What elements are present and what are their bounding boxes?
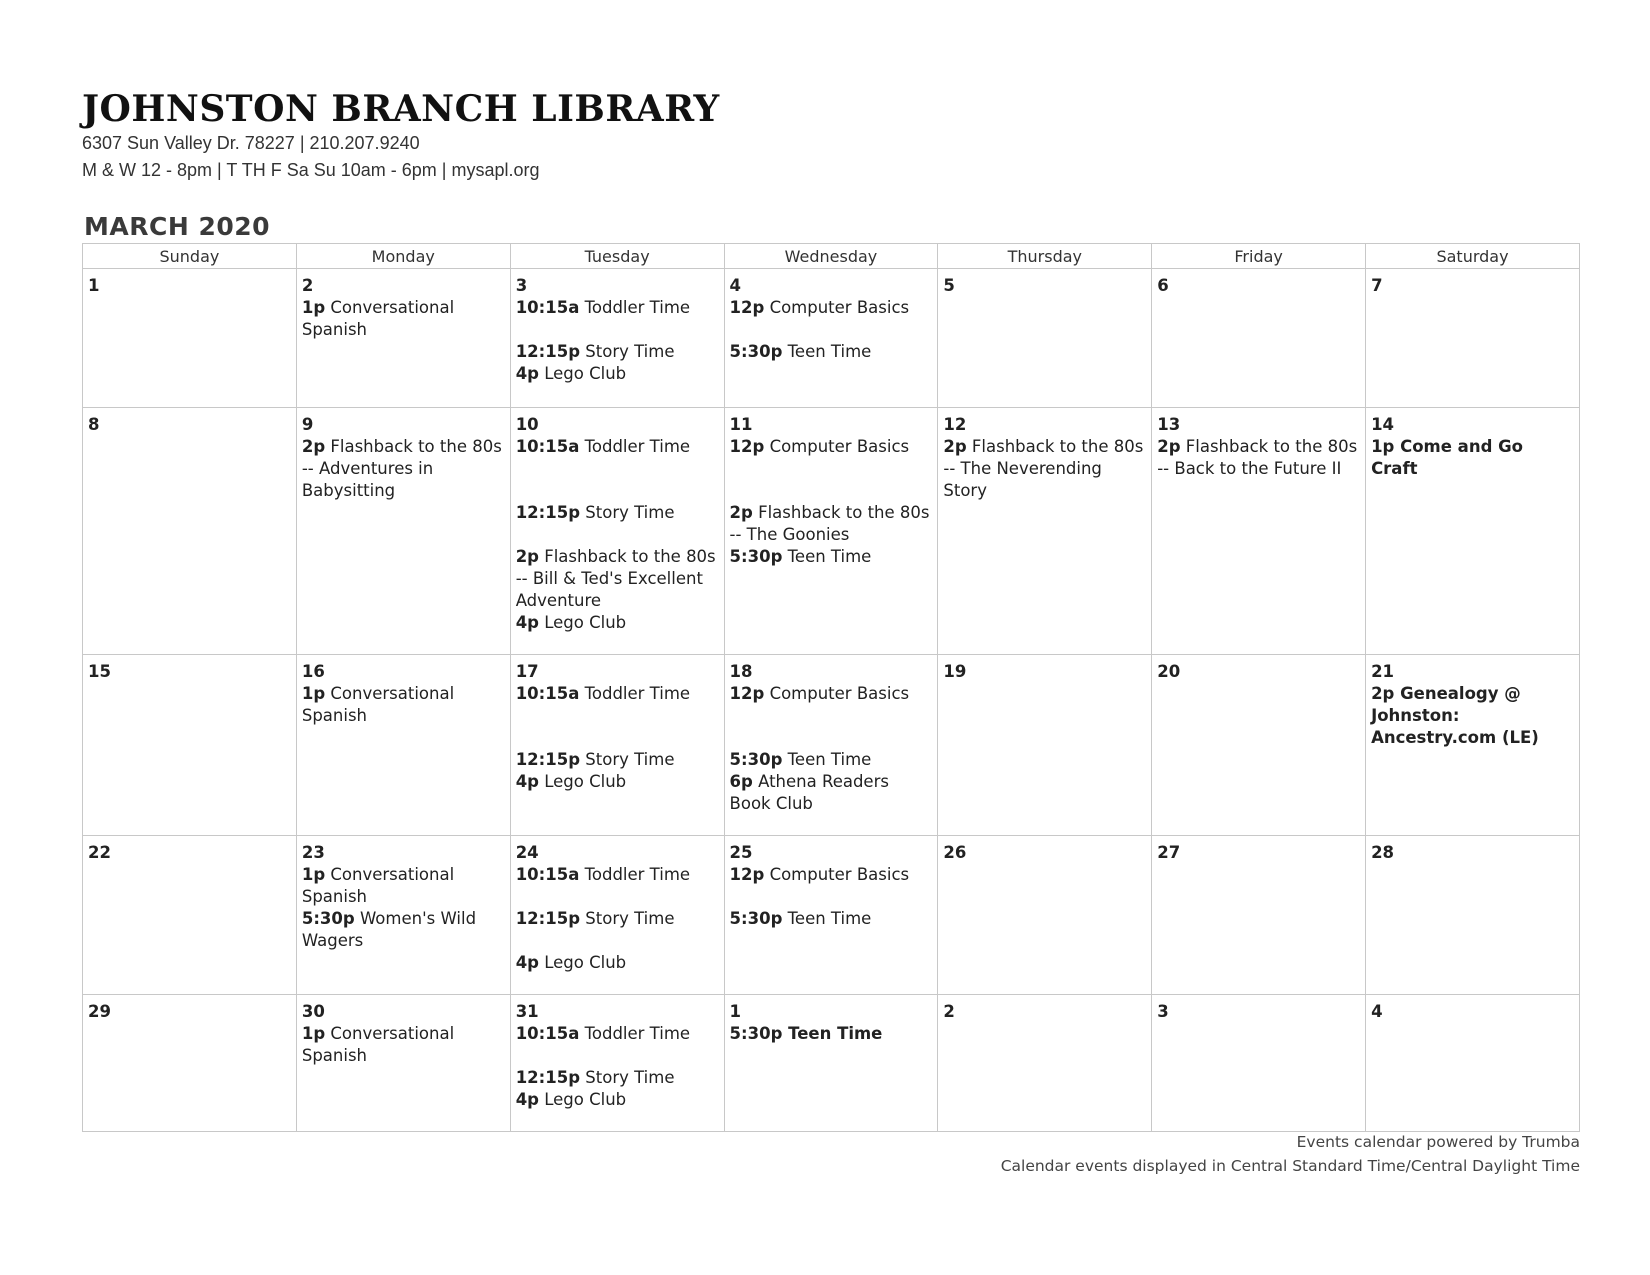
event-title: Teen Time — [787, 750, 872, 769]
day-number: 18 — [729, 662, 753, 681]
powered-by-note: Events calendar powered by Trumba — [1296, 1133, 1580, 1151]
day-number: 1 — [88, 276, 100, 295]
event-title: Story Time — [585, 503, 675, 522]
event-item[interactable] — [730, 502, 933, 546]
day-number: 24 — [515, 843, 539, 862]
day-number: 16 — [301, 662, 325, 681]
event-item[interactable] — [730, 771, 933, 815]
weekday-sunday: Sunday — [83, 244, 297, 269]
event-title: Toddler Time — [584, 1024, 691, 1043]
day-cell — [83, 655, 297, 836]
library-header — [82, 88, 720, 184]
event-item[interactable] — [302, 297, 505, 341]
event-title: Conversational Spanish — [301, 865, 455, 906]
day-number: 7 — [1371, 276, 1383, 295]
day-number: 20 — [1157, 662, 1181, 681]
day-cell — [83, 408, 297, 655]
day-number: 23 — [301, 843, 325, 862]
event-item[interactable] — [302, 683, 505, 727]
event-time: 4p — [515, 613, 539, 632]
day-cell — [510, 655, 724, 836]
event-title: Lego Club — [544, 772, 627, 791]
day-number: 28 — [1371, 843, 1395, 862]
event-title: Lego Club — [544, 1090, 627, 1109]
day-cell — [296, 408, 510, 655]
day-cell — [1152, 269, 1366, 408]
event-title: Computer Basics — [769, 298, 910, 317]
day-cell — [1366, 995, 1580, 1132]
event-time: 4p — [515, 953, 539, 972]
event-title: Story Time — [585, 1068, 675, 1087]
event-title: Computer Basics — [769, 684, 910, 703]
day-cell — [938, 655, 1152, 836]
day-cell — [83, 269, 297, 408]
event-item[interactable] — [302, 908, 505, 952]
event-time: 5:30p — [729, 750, 783, 769]
day-cell — [510, 836, 724, 995]
event-time: 10:15a — [515, 865, 580, 884]
day-cell — [724, 269, 938, 408]
event-time: 1p — [301, 1024, 326, 1043]
event-title: Women's Wild Wagers — [301, 909, 477, 950]
event-title: Teen Time — [787, 342, 872, 361]
event-title: Flashback to the 80s -- The Neverending Story — [943, 437, 1144, 500]
event-time: 5:30p — [729, 1024, 783, 1043]
day-cell — [724, 408, 938, 655]
weekday-wednesday: Wednesday — [724, 244, 938, 269]
day-cell — [1366, 836, 1580, 995]
event-time: 2p — [729, 503, 753, 522]
event-time: 12p — [729, 684, 765, 703]
event-time: 5:30p — [729, 342, 783, 361]
event-item[interactable] — [516, 952, 719, 974]
event-item[interactable] — [730, 436, 933, 458]
day-cell — [938, 408, 1152, 655]
event-item[interactable] — [1371, 436, 1574, 480]
event-time: 10:15a — [515, 1024, 580, 1043]
day-cell — [1152, 995, 1366, 1132]
day-number: 2 — [301, 276, 314, 295]
event-title: Toddler Time — [584, 865, 691, 884]
day-number: 27 — [1157, 843, 1181, 862]
event-item[interactable] — [730, 683, 933, 705]
event-title: Toddler Time — [584, 684, 691, 703]
event-title: Teen Time — [787, 909, 872, 928]
event-item[interactable] — [1371, 683, 1574, 749]
day-number: 1 — [729, 1002, 742, 1021]
calendar-grid — [82, 243, 1580, 1132]
event-item[interactable] — [516, 297, 719, 319]
weekday-tuesday: Tuesday — [510, 244, 724, 269]
day-cell — [1152, 655, 1366, 836]
event-item[interactable] — [516, 1067, 719, 1089]
event-item[interactable] — [516, 908, 719, 930]
event-time: 10:15a — [515, 298, 580, 317]
timezone-note: Calendar events displayed in Central Standard Time/Central Daylight Time — [1000, 1157, 1580, 1175]
day-number: 12 — [943, 415, 967, 434]
day-cell — [1366, 408, 1580, 655]
day-number: 2 — [943, 1002, 955, 1021]
event-title: Conversational Spanish — [301, 298, 455, 339]
event-item[interactable] — [516, 1089, 719, 1111]
day-cell — [296, 995, 510, 1132]
event-title: Toddler Time — [584, 437, 691, 456]
event-time: 12:15p — [515, 909, 581, 928]
day-number: 15 — [88, 662, 111, 681]
event-time: 2p — [515, 547, 539, 566]
week-row — [83, 269, 1580, 408]
day-cell — [296, 836, 510, 995]
day-number: 13 — [1157, 415, 1181, 434]
event-time: 5:30p — [301, 909, 355, 928]
event-title: Come and Go Craft — [1371, 437, 1523, 478]
event-item[interactable] — [516, 436, 719, 458]
event-item[interactable] — [516, 683, 719, 705]
event-item[interactable] — [730, 908, 933, 930]
event-time: 12:15p — [515, 503, 581, 522]
event-item[interactable] — [730, 341, 933, 363]
month-title: MARCH 2020 — [84, 212, 271, 241]
event-time: 12p — [729, 298, 765, 317]
event-time: 12:15p — [515, 750, 581, 769]
day-number: 14 — [1371, 415, 1395, 434]
event-title: Teen Time — [788, 1024, 883, 1043]
day-cell — [1152, 408, 1366, 655]
event-item[interactable] — [516, 546, 719, 612]
day-cell — [938, 269, 1152, 408]
event-item[interactable] — [516, 749, 719, 771]
day-cell — [1152, 836, 1366, 995]
day-cell — [296, 655, 510, 836]
event-item[interactable] — [516, 363, 719, 385]
event-time: 2p — [943, 437, 967, 456]
event-time: 1p — [301, 298, 326, 317]
event-time: 1p — [1371, 437, 1395, 456]
event-time: 5:30p — [729, 547, 783, 566]
day-cell — [510, 995, 724, 1132]
event-item[interactable] — [516, 864, 719, 886]
calendar-footer — [1001, 1130, 1580, 1178]
event-title: Conversational Spanish — [301, 1024, 455, 1065]
event-title: Computer Basics — [769, 437, 910, 456]
event-title: Conversational Spanish — [301, 684, 455, 725]
day-number: 29 — [88, 1002, 111, 1021]
event-time: 2p — [301, 437, 326, 456]
day-cell — [83, 995, 297, 1132]
event-title: Flashback to the 80s -- Adventures in Babysitting — [301, 437, 502, 500]
day-number: 22 — [88, 843, 111, 862]
day-number: 17 — [515, 662, 539, 681]
event-title: Story Time — [585, 909, 675, 928]
event-title: Story Time — [585, 342, 675, 361]
event-title: Lego Club — [544, 613, 627, 632]
day-cell — [1366, 655, 1580, 836]
event-time: 12p — [729, 865, 765, 884]
event-time: 4p — [515, 772, 539, 791]
event-time: 1p — [301, 865, 326, 884]
day-number: 21 — [1371, 662, 1395, 681]
day-number: 8 — [88, 415, 100, 434]
day-cell — [296, 269, 510, 408]
event-title: Genealogy @ Johnston: Ancestry.com (LE) — [1371, 684, 1539, 747]
event-item[interactable] — [730, 297, 933, 319]
event-time: 10:15a — [515, 684, 580, 703]
week-row — [83, 408, 1580, 655]
week-row — [83, 655, 1580, 836]
day-number: 30 — [301, 1002, 325, 1021]
day-number: 11 — [729, 415, 753, 434]
event-title: Flashback to the 80s -- Bill & Ted's Excellent Adventure — [515, 547, 716, 610]
event-title: Athena Readers Book Club — [729, 772, 889, 813]
event-item[interactable] — [730, 749, 933, 771]
day-cell — [938, 836, 1152, 995]
event-item[interactable] — [516, 502, 719, 524]
event-title: Flashback to the 80s -- Back to the Future II — [1157, 437, 1358, 478]
event-title: Story Time — [585, 750, 675, 769]
event-item[interactable] — [516, 341, 719, 363]
event-time: 4p — [515, 1090, 539, 1109]
day-cell — [724, 836, 938, 995]
library-name: JOHNSTON BRANCH LIBRARY — [82, 88, 720, 130]
event-title: Computer Basics — [769, 865, 910, 884]
day-cell — [510, 269, 724, 408]
week-row — [83, 836, 1580, 995]
day-cell — [510, 408, 724, 655]
event-time: 2p — [1371, 684, 1395, 703]
event-item[interactable] — [943, 436, 1146, 502]
event-item[interactable] — [516, 1023, 719, 1045]
event-item[interactable] — [730, 546, 933, 568]
day-number: 25 — [729, 843, 753, 862]
weekday-header-row — [83, 244, 1580, 269]
event-time: 12:15p — [515, 1068, 581, 1087]
day-cell — [724, 995, 938, 1132]
event-item[interactable] — [302, 864, 505, 908]
event-time: 10:15a — [515, 437, 580, 456]
day-number: 4 — [729, 276, 742, 295]
event-time: 2p — [1157, 437, 1181, 456]
weekday-thursday: Thursday — [938, 244, 1152, 269]
day-number: 19 — [943, 662, 967, 681]
event-title: Teen Time — [787, 547, 872, 566]
event-title: Toddler Time — [584, 298, 691, 317]
event-item[interactable] — [730, 1023, 933, 1045]
event-item[interactable] — [516, 612, 719, 634]
day-number: 3 — [515, 276, 528, 295]
event-item[interactable] — [516, 771, 719, 793]
event-item[interactable] — [1157, 436, 1360, 480]
event-title: Flashback to the 80s -- The Goonies — [729, 503, 930, 544]
event-time: 5:30p — [729, 909, 783, 928]
weekday-monday: Monday — [296, 244, 510, 269]
weekday-saturday: Saturday — [1366, 244, 1580, 269]
day-cell — [1366, 269, 1580, 408]
day-number: 10 — [515, 415, 539, 434]
day-number: 5 — [943, 276, 955, 295]
day-cell — [724, 655, 938, 836]
day-number: 9 — [301, 415, 314, 434]
event-time: 4p — [515, 364, 539, 383]
event-item[interactable] — [302, 436, 505, 502]
event-title: Lego Club — [544, 953, 627, 972]
weekday-friday: Friday — [1152, 244, 1366, 269]
event-time: 12p — [729, 437, 765, 456]
week-row — [83, 995, 1580, 1132]
library-hours: M & W 12 - 8pm | T TH F Sa Su 10am - 6pm | mysapl.org — [82, 160, 540, 180]
library-address: 6307 Sun Valley Dr. 78227 | 210.207.9240 — [82, 133, 420, 153]
day-number: 26 — [943, 843, 967, 862]
event-time: 12:15p — [515, 342, 581, 361]
day-cell — [938, 995, 1152, 1132]
event-item[interactable] — [730, 864, 933, 886]
event-time: 1p — [301, 684, 326, 703]
day-number: 3 — [1157, 1002, 1169, 1021]
event-time: 6p — [729, 772, 753, 791]
day-number: 6 — [1157, 276, 1169, 295]
day-number: 4 — [1371, 1002, 1383, 1021]
day-cell — [83, 836, 297, 995]
event-title: Lego Club — [544, 364, 627, 383]
day-number: 31 — [515, 1002, 539, 1021]
event-item[interactable] — [302, 1023, 505, 1067]
